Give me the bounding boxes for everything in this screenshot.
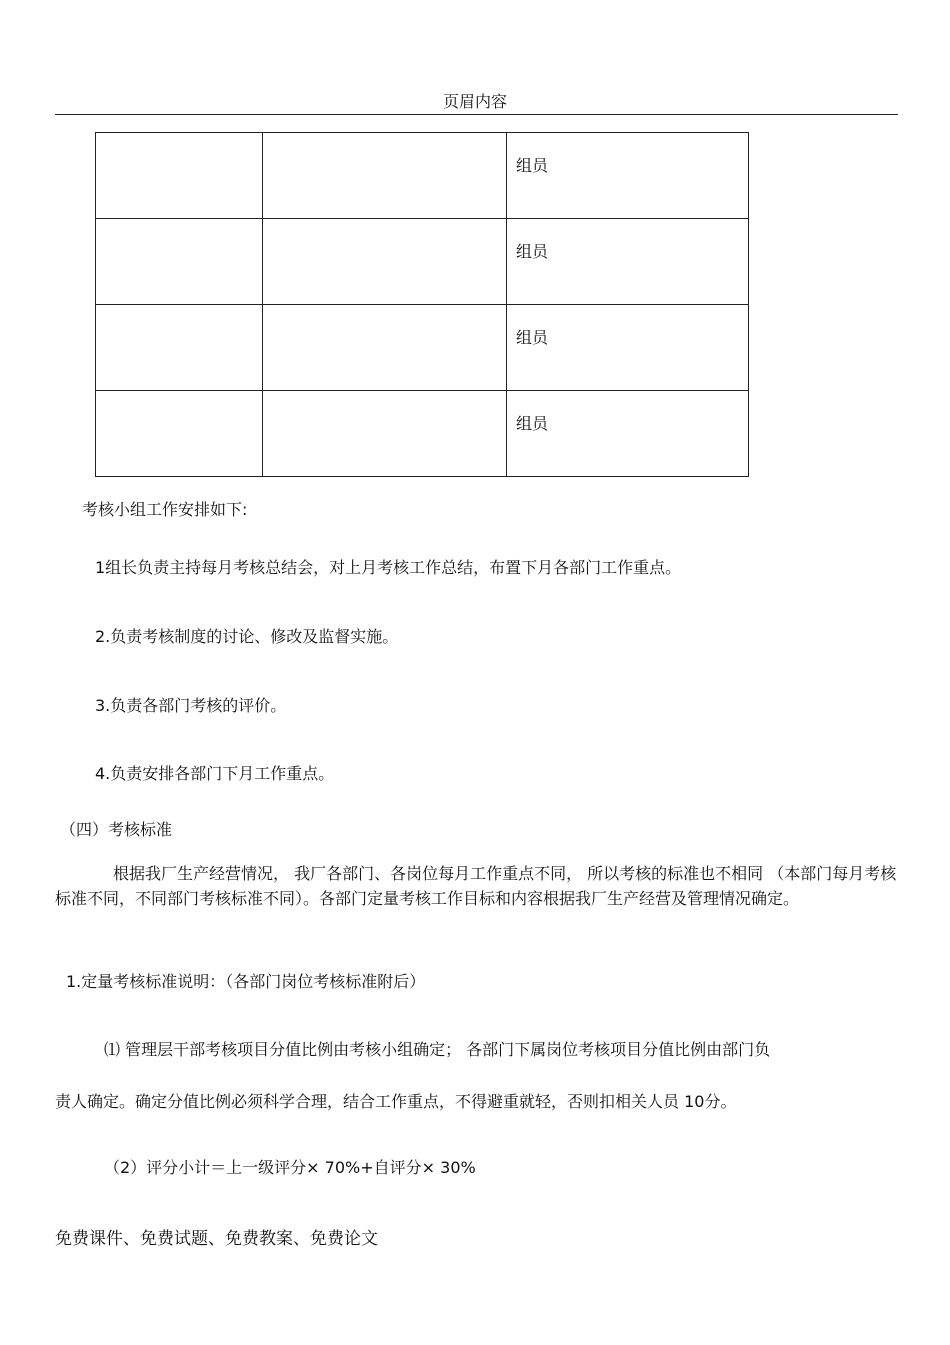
- table-row: [96, 305, 749, 391]
- table-cell: [263, 391, 507, 477]
- arrangement-item: 4.负责安排各部门下月工作重点。: [95, 764, 335, 783]
- table-cell: [96, 305, 263, 391]
- table-cell: [263, 219, 507, 305]
- table-cell-role: [507, 219, 749, 305]
- arrangement-intro: 考核小组工作安排如下:: [82, 500, 248, 519]
- table-row: [96, 133, 749, 219]
- role-label: 组员: [516, 414, 549, 433]
- table-row: [96, 219, 749, 305]
- rule-item-1-line-1: ⑴ 管理层干部考核项目分值比例由考核小组确定； 各部门下属岗位考核项目分值比例由部门负: [104, 1040, 771, 1059]
- rule-item-1-line-2: 责人确定。确定分值比例必须科学合理，结合工作重点，不得避重就轻，否则扣相关人员 10分。: [55, 1092, 737, 1111]
- table-cell: [96, 219, 263, 305]
- role-label: 组员: [516, 156, 549, 175]
- role-label: 组员: [516, 242, 549, 261]
- table-cell-role: [507, 305, 749, 391]
- table-cell: [263, 133, 507, 219]
- page-header: 页眉内容: [442, 92, 507, 111]
- arrangement-item: 2.负责考核制度的讨论、修改及监督实施。: [95, 627, 399, 646]
- members-table: [95, 132, 749, 477]
- table-cell: [263, 305, 507, 391]
- table-cell-role: [507, 391, 749, 477]
- arrangement-item: 1组长负责主持每月考核总结会，对上月考核工作总结，布置下月各部门工作重点。: [95, 558, 682, 577]
- section-heading: （四）考核标准: [60, 820, 173, 839]
- role-label: 组员: [516, 328, 549, 347]
- arrangement-item: 3.负责各部门考核的评价。: [95, 696, 287, 715]
- table-cell: [96, 133, 263, 219]
- page-footer: 免费课件、免费试题、免费教案、免费论文: [55, 1229, 378, 1249]
- table-cell: [96, 391, 263, 477]
- table-cell-role: [507, 133, 749, 219]
- standard-paragraph: 根据我厂生产经营情况， 我厂各部门、各岗位每月工作重点不同， 所以考核的标准也不相同 （本部门每月考核标准不同，不同部门考核标准不同）。各部门定量考核工作目标和内容根据我厂生产经营及管理情况确定。: [55, 864, 897, 908]
- header-divider: [55, 114, 898, 115]
- rule-item-2: （2）评分小计＝上一级评分× 70%+自评分× 30%: [104, 1158, 476, 1177]
- table-row: [96, 391, 749, 477]
- quant-heading: 1.定量考核标准说明：（各部门岗位考核标准附后）: [66, 972, 426, 991]
